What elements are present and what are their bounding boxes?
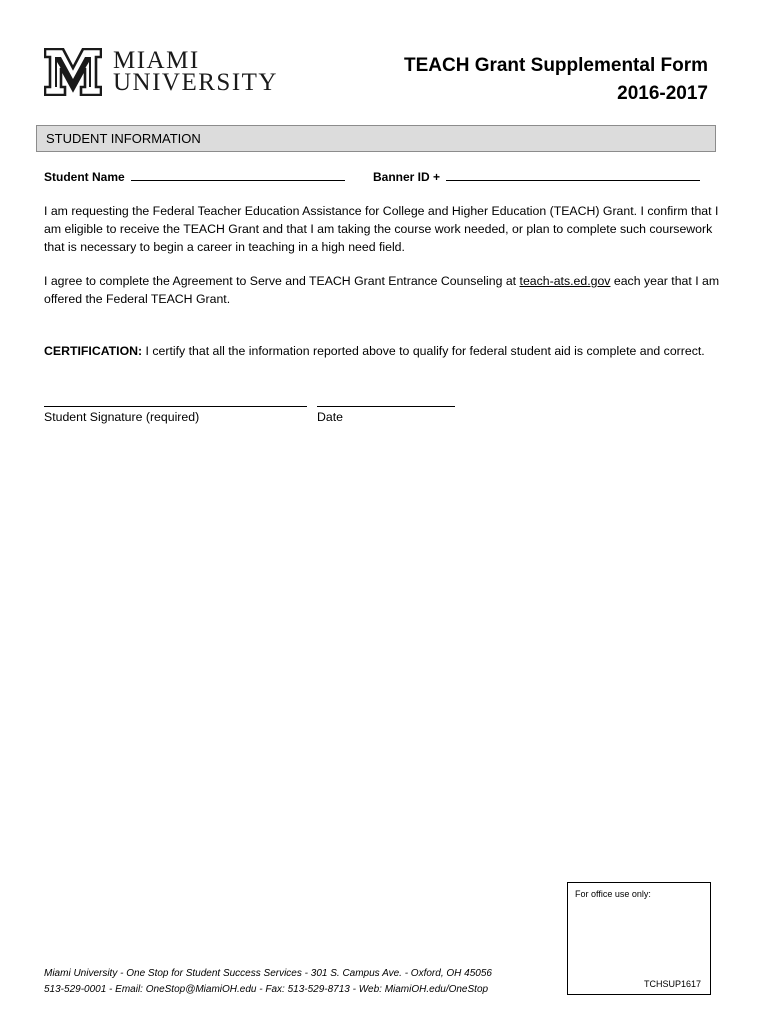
certification-text: I certify that all the information reported above to qualify for federal student aid is complete and correct. (142, 344, 705, 358)
miami-university-logo (44, 48, 276, 102)
office-use-box (567, 882, 711, 995)
form-title-name: TEACH Grant Supplemental Form (403, 55, 708, 76)
student-name-label: Student Name (44, 170, 125, 184)
section-header-student-information: STUDENT INFORMATION (36, 125, 716, 152)
logo-line-2: UNIVERSITY (113, 69, 278, 96)
agreement-text-before: I agree to complete the Agreement to Serve and TEACH Grant Entrance Counseling at (44, 274, 520, 288)
date-label: Date (317, 410, 343, 424)
agreement-paragraph (44, 272, 724, 308)
teach-ats-link[interactable]: teach-ats.ed.gov (519, 274, 611, 288)
request-paragraph: I am requesting the Federal Teacher Education Assistance for College and Higher Education (TEACH) Grant. I confirm that I am eligible to receive the TEACH Grant and that I am taking the course work needed, or plan to complete such coursework that is necessary to begin a career in teaching in a high need field. (44, 204, 719, 254)
banner-id-label: Banner ID + (373, 170, 441, 184)
certification-label: CERTIFICATION: (44, 344, 143, 358)
logo-wordmark (113, 47, 278, 96)
miami-m-icon (44, 48, 102, 96)
footer-address: Miami University - One Stop for Student Success Services - 301 S. Campus Ave. - Oxford, OH 45056 (44, 968, 492, 979)
banner-id-input-line[interactable] (446, 168, 700, 181)
logo-line-1: MIAMI (113, 47, 200, 74)
certification-paragraph (44, 342, 724, 360)
student-name-field[interactable] (44, 168, 345, 184)
student-signature-line[interactable] (44, 406, 307, 407)
date-line[interactable] (317, 406, 455, 407)
form-code: TCHSUP1617 (643, 979, 701, 989)
banner-id-field[interactable] (373, 168, 700, 184)
form-title-year: 2016-2017 (617, 83, 708, 104)
agreement-text-after: each year that I am offered the Federal TEACH Grant. (44, 274, 720, 306)
student-signature-label: Student Signature (required) (44, 410, 200, 424)
footer-contact-info: 513-529-0001 - Email: OneStop@MiamiOH.edu - Fax: 513-529-8713 - Web: MiamiOH.edu/OneStop (44, 984, 489, 995)
office-use-label: For office use only: (575, 889, 651, 899)
footer-contact (44, 966, 492, 998)
student-name-input-line[interactable] (131, 168, 345, 181)
form-title (404, 52, 708, 108)
